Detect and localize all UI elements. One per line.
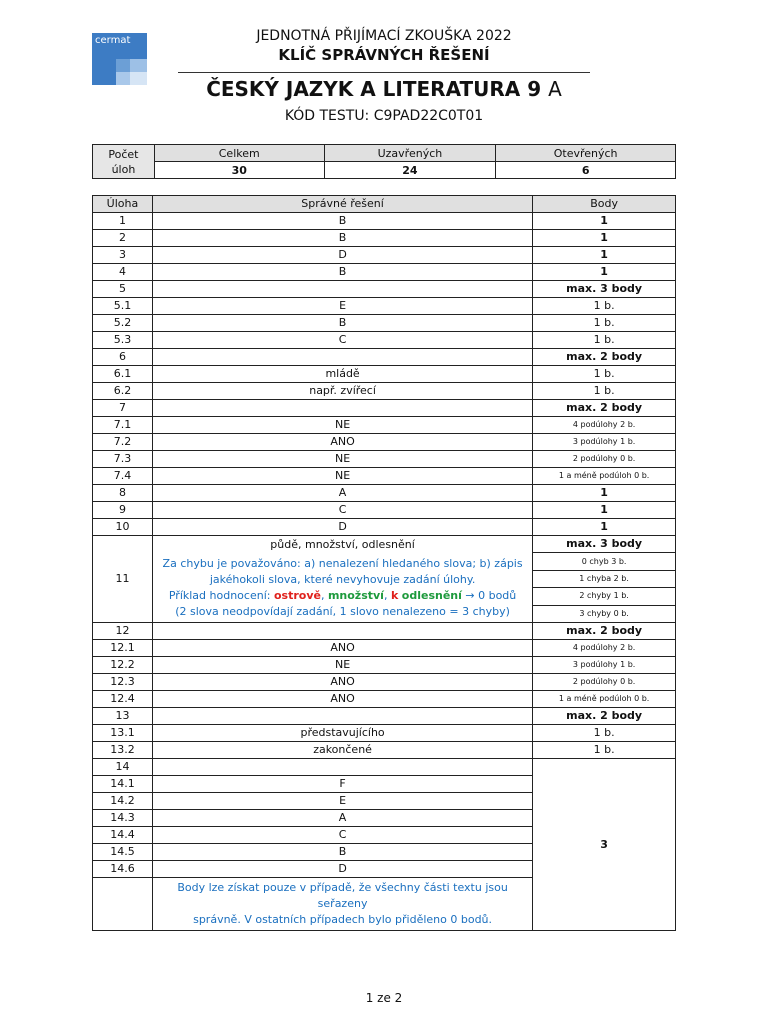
correct-answer: A: [152, 485, 532, 502]
task-number: 12.3: [93, 674, 153, 691]
logo-text: cermat: [95, 35, 131, 46]
task-number: 13: [93, 708, 153, 725]
subject-variant: A: [548, 77, 562, 101]
correct-answer: C: [152, 332, 532, 349]
total-header: Celkem: [154, 145, 324, 162]
points: 1 chyba 2 b.: [533, 570, 676, 587]
logo-square: [116, 59, 130, 72]
task-number: 7.1: [93, 417, 153, 434]
task-number: 6.1: [93, 366, 153, 383]
table-row: [93, 417, 676, 434]
closed-header: Uzavřených: [324, 145, 496, 162]
table-row: [93, 708, 676, 725]
correct-answer: D: [152, 519, 532, 536]
answer-key-title: KLÍČ SPRÁVNÝCH ŘEŠENÍ: [278, 46, 490, 64]
task-number: 5.1: [93, 298, 153, 315]
points: 1 b.: [533, 332, 676, 349]
correct-answer: NE: [152, 657, 532, 674]
task-number: 11: [93, 536, 153, 623]
table-row: [93, 213, 676, 230]
points: 2 podúlohy 0 b.: [533, 674, 676, 691]
points: 1: [533, 264, 676, 281]
correct-answer: ANO: [152, 674, 532, 691]
task-count-table: [92, 144, 676, 179]
table-row: [93, 623, 676, 640]
correct-answer: NE: [152, 417, 532, 434]
cermat-logo: [92, 33, 147, 85]
task-number: 7.3: [93, 451, 153, 468]
answer-key-table: [92, 195, 676, 931]
correct-answer: ANO: [152, 434, 532, 451]
task-number: 14.5: [93, 844, 153, 861]
task-number: 5.2: [93, 315, 153, 332]
page-number: 1 ze 2: [365, 991, 403, 1005]
correct-answer: [152, 349, 532, 366]
points: 3 podúlohy 1 b.: [533, 434, 676, 451]
evaluation-note: Za chybu je považováno: a) nenalezení hledaného slova; b) zápis jakéhokoli slova, které nevyhovuje zadání úlohy. Příklad hodnocení: ostrově, množství, k odlesnění → 0 bodů (2 slova neodpovídají zadání, 1 slovo nenalezeno = 3 chyby): [162, 557, 523, 618]
task-number: 5.3: [93, 332, 153, 349]
points: 1 b.: [533, 315, 676, 332]
points: 2 podúlohy 0 b.: [533, 451, 676, 468]
total-count: 30: [154, 162, 324, 179]
table-row: [93, 674, 676, 691]
correct-answer: [152, 759, 532, 776]
task-number: 8: [93, 485, 153, 502]
table-row: [93, 468, 676, 485]
task-column-header: Úloha: [93, 196, 153, 213]
points: 1 b.: [533, 725, 676, 742]
table-row: [93, 536, 676, 553]
points: 1 a méně podúloh 0 b.: [533, 468, 676, 485]
correct-answer: NE: [152, 451, 532, 468]
task-number: 7.4: [93, 468, 153, 485]
open-header: Otevřených: [496, 145, 676, 162]
table-row: [93, 366, 676, 383]
correct-answer: B: [152, 844, 532, 861]
correct-answer: D: [152, 247, 532, 264]
table-row: [93, 742, 676, 759]
correct-answer: [152, 400, 532, 417]
header-divider: [178, 72, 590, 73]
table-row: [93, 640, 676, 657]
correct-answer: A: [152, 810, 532, 827]
task-number: 13.2: [93, 742, 153, 759]
correct-answer: B: [152, 213, 532, 230]
task-number: 12.4: [93, 691, 153, 708]
points: 1: [533, 213, 676, 230]
points: 1 a méně podúloh 0 b.: [533, 691, 676, 708]
points: 1 b.: [533, 298, 676, 315]
task-number: 6.2: [93, 383, 153, 400]
table-row: [93, 247, 676, 264]
points: 4 podúlohy 2 b.: [533, 417, 676, 434]
task-number: 14: [93, 759, 153, 776]
subject-name: ČESKÝ JAZYK A LITERATURA 9: [206, 77, 542, 101]
task-number: 5: [93, 281, 153, 298]
task-number: 14.6: [93, 861, 153, 878]
correct-answer: C: [152, 502, 532, 519]
table-header-row: [93, 196, 676, 213]
points: 3 podúlohy 1 b.: [533, 657, 676, 674]
correct-answer: NE: [152, 468, 532, 485]
correct-answer: např. zvířecí: [152, 383, 532, 400]
points: 1: [533, 247, 676, 264]
evaluation-note: Body lze získat pouze v případě, že všechny části textu jsou seřazeny správně. V ostatních případech bylo přiděleno 0 bodů.: [152, 878, 532, 931]
correct-answer: E: [152, 298, 532, 315]
table-row: [93, 519, 676, 536]
points: 3 chyby 0 b.: [533, 605, 676, 622]
table-row: [93, 691, 676, 708]
table-row: [93, 264, 676, 281]
task-number: 1: [93, 213, 153, 230]
open-count: 6: [496, 162, 676, 179]
table-row: [93, 383, 676, 400]
answer-column-header: Správné řešení: [152, 196, 532, 213]
correct-answer: [152, 623, 532, 640]
table-row: [93, 400, 676, 417]
table-row: [93, 349, 676, 366]
points: 1: [533, 230, 676, 247]
correct-answer: mládě: [152, 366, 532, 383]
points: 1 b.: [533, 366, 676, 383]
task-number: 14.2: [93, 793, 153, 810]
task-number: 12: [93, 623, 153, 640]
correct-answer: F: [152, 776, 532, 793]
table-row: [93, 230, 676, 247]
correct-answer: ANO: [152, 640, 532, 657]
table-row: [93, 451, 676, 468]
points: 2 chyby 1 b.: [533, 588, 676, 605]
points: max. 2 body: [533, 349, 676, 366]
task-number: [93, 878, 153, 931]
task-number: 14.3: [93, 810, 153, 827]
test-code: KÓD TESTU: C9PAD22C0T01: [284, 108, 484, 124]
task-number: 7: [93, 400, 153, 417]
correct-answer: B: [152, 230, 532, 247]
task-number: 14.4: [93, 827, 153, 844]
points: 0 chyb 3 b.: [533, 553, 676, 570]
points: 1 b.: [533, 383, 676, 400]
points: 1: [533, 519, 676, 536]
points: max. 3 body: [533, 281, 676, 298]
task-number: 12.1: [93, 640, 153, 657]
points: 1: [533, 485, 676, 502]
table-row: [93, 759, 676, 776]
correct-answer: C: [152, 827, 532, 844]
correct-answer: B: [152, 315, 532, 332]
correct-answer: ANO: [152, 691, 532, 708]
points: max. 2 body: [533, 400, 676, 417]
task-number: 12.2: [93, 657, 153, 674]
closed-count: 24: [324, 162, 496, 179]
table-row: [93, 434, 676, 451]
subject-title: [178, 77, 590, 101]
correct-answer: D: [152, 861, 532, 878]
task-number: 10: [93, 519, 153, 536]
points: max. 3 body: [533, 536, 676, 553]
correct-answer: zakončené: [152, 742, 532, 759]
points: max. 2 body: [533, 708, 676, 725]
points-column-header: Body: [533, 196, 676, 213]
answer-text: půdě, množství, odlesnění: [270, 538, 415, 551]
points: max. 2 body: [533, 623, 676, 640]
task-number: 9: [93, 502, 153, 519]
table-row: [93, 315, 676, 332]
correct-answer: B: [152, 264, 532, 281]
task-number: 7.2: [93, 434, 153, 451]
task-number: 3: [93, 247, 153, 264]
task-count-label: Počet úloh: [93, 145, 155, 179]
points: 4 podúlohy 2 b.: [533, 640, 676, 657]
task-number: 13.1: [93, 725, 153, 742]
task-number: 4: [93, 264, 153, 281]
table-row: [93, 725, 676, 742]
exam-title: JEDNOTNÁ PŘIJÍMACÍ ZKOUŠKA 2022: [256, 28, 512, 44]
correct-answer: E: [152, 793, 532, 810]
table-row: [93, 502, 676, 519]
correct-answer: představujícího: [152, 725, 532, 742]
task-number: 2: [93, 230, 153, 247]
table-row: [93, 657, 676, 674]
task-number: 6: [93, 349, 153, 366]
logo-square: [130, 72, 147, 85]
points: 1: [533, 502, 676, 519]
correct-answer: [152, 708, 532, 725]
table-row: [93, 298, 676, 315]
table-row: [93, 281, 676, 298]
points: 3: [533, 759, 676, 931]
logo-square: [116, 72, 130, 85]
table-row: [93, 485, 676, 502]
correct-answer: [152, 536, 532, 623]
correct-answer: [152, 281, 532, 298]
points: 1 b.: [533, 742, 676, 759]
task-number: 14.1: [93, 776, 153, 793]
table-row: [93, 332, 676, 349]
logo-square: [130, 59, 147, 72]
